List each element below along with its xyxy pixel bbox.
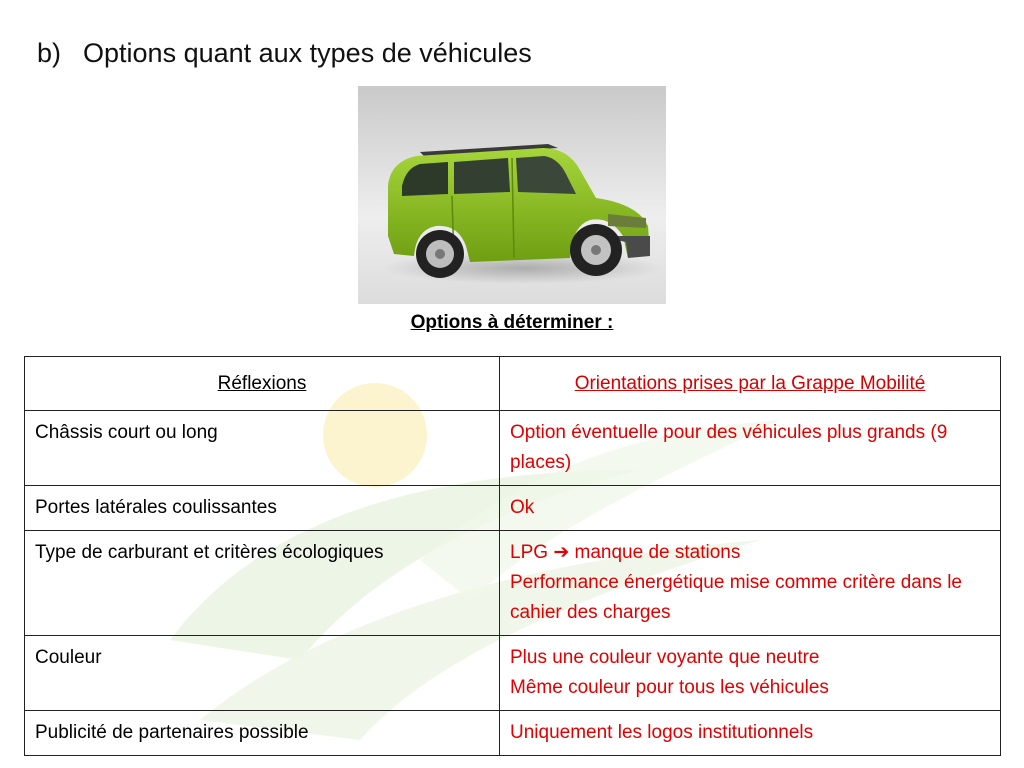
options-table bbox=[24, 356, 1001, 756]
table-header-row bbox=[25, 357, 1001, 411]
green-minivan-image bbox=[358, 86, 666, 304]
table-row bbox=[25, 636, 1001, 711]
reflexion-cell: Portes latérales coulissantes bbox=[25, 486, 500, 531]
vehicle-photo bbox=[358, 86, 666, 304]
table-row bbox=[25, 531, 1001, 636]
reflexion-cell: Publicité de partenaires possible bbox=[25, 711, 500, 756]
orientation-cell: Option éventuelle pour des véhicules plus grands (9 places) bbox=[500, 411, 1001, 486]
slide-title bbox=[37, 38, 532, 69]
orientation-cell: Plus une couleur voyante que neutre Même couleur pour tous les véhicules bbox=[500, 636, 1001, 711]
header-orientations: Orientations prises par la Grappe Mobilité bbox=[500, 357, 1001, 411]
title-text: Options quant aux types de véhicules bbox=[83, 38, 532, 68]
reflexion-cell: Châssis court ou long bbox=[25, 411, 500, 486]
reflexion-cell: Couleur bbox=[25, 636, 500, 711]
table-row bbox=[25, 711, 1001, 756]
table-row bbox=[25, 486, 1001, 531]
reflexion-cell: Type de carburant et critères écologiques bbox=[25, 531, 500, 636]
header-reflexions: Réflexions bbox=[25, 357, 500, 411]
orientation-cell: Uniquement les logos institutionnels bbox=[500, 711, 1001, 756]
table-row bbox=[25, 411, 1001, 486]
arrow-right-icon: ➔ bbox=[553, 542, 570, 563]
orientation-cell: Ok bbox=[500, 486, 1001, 531]
options-subtitle: Options à déterminer : bbox=[410, 312, 614, 333]
title-marker: b) bbox=[37, 38, 62, 68]
orientation-cell: LPG ➔ manque de stations Performance énergétique mise comme critère dans le cahier des charges bbox=[500, 531, 1001, 636]
